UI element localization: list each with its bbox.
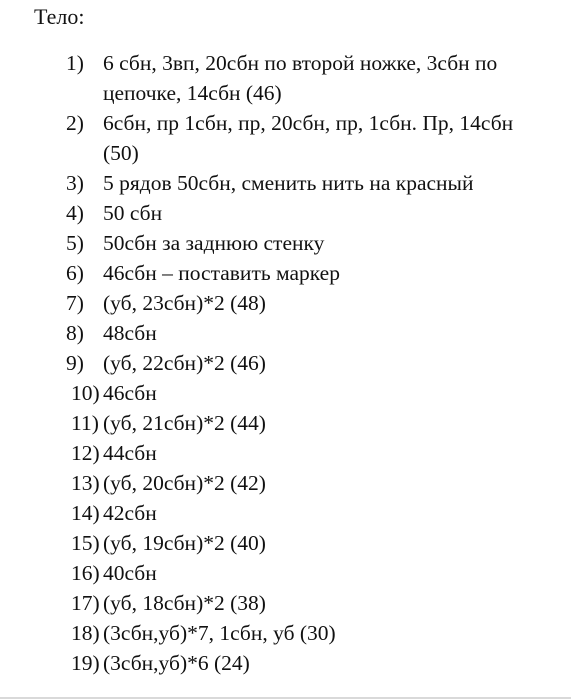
step-text: 40сбн <box>103 561 157 585</box>
step-text: (уб, 21сбн)*2 (44) <box>103 411 266 435</box>
step-number: 14) <box>71 501 100 525</box>
step-text: 48сбн <box>103 321 157 345</box>
step-text: (уб, 19сбн)*2 (40) <box>103 531 266 555</box>
section-heading: Тело: <box>34 4 85 29</box>
step-number: 3) <box>66 171 84 195</box>
step-number: 1) <box>66 51 84 75</box>
step-number: 18) <box>71 621 100 645</box>
pattern-step <box>0 378 571 408</box>
step-text: 42сбн <box>103 501 157 525</box>
step-number: 7) <box>66 291 84 315</box>
step-text: (уб, 22сбн)*2 (46) <box>103 351 266 375</box>
step-text: 46сбн – поставить маркер <box>103 261 340 285</box>
step-text: 6сбн, пр 1сбн, пр, 20сбн, пр, 1сбн. Пр, 14сбн (50) <box>103 111 514 165</box>
step-text: (уб, 18сбн)*2 (38) <box>103 591 266 615</box>
pattern-step <box>0 438 571 468</box>
step-number: 12) <box>71 441 100 465</box>
pattern-step <box>0 108 571 168</box>
pattern-step <box>0 528 571 558</box>
pattern-step <box>0 48 571 108</box>
pattern-step <box>0 228 571 258</box>
step-number: 5) <box>66 231 84 255</box>
pattern-step <box>0 258 571 288</box>
step-number: 11) <box>71 411 99 435</box>
step-text: 50сбн за заднюю стенку <box>103 231 325 255</box>
pattern-step <box>0 288 571 318</box>
pattern-step <box>0 198 571 228</box>
step-number: 16) <box>71 561 100 585</box>
step-number: 2) <box>66 111 84 135</box>
step-text: (3сбн,уб)*6 (24) <box>103 651 250 675</box>
step-number: 10) <box>71 381 100 405</box>
pattern-step <box>0 498 571 528</box>
pattern-step <box>0 468 571 498</box>
pattern-steps-list <box>0 48 571 678</box>
step-number: 4) <box>66 201 84 225</box>
step-text: 5 рядов 50сбн, сменить нить на красный <box>103 171 474 195</box>
pattern-step <box>0 558 571 588</box>
step-number: 6) <box>66 261 84 285</box>
step-text: 44сбн <box>103 441 157 465</box>
pattern-step <box>0 168 571 198</box>
step-number: 19) <box>71 651 100 675</box>
step-number: 8) <box>66 321 84 345</box>
pattern-step <box>0 348 571 378</box>
step-text: (уб, 20сбн)*2 (42) <box>103 471 266 495</box>
step-text: 50 сбн <box>103 201 163 225</box>
step-text: 6 сбн, 3вп, 20сбн по второй ножке, 3сбн по цепочке, 14сбн (46) <box>103 51 498 105</box>
step-text: (3сбн,уб)*7, 1сбн, уб (30) <box>103 621 336 645</box>
pattern-step <box>0 588 571 618</box>
step-number: 17) <box>71 591 100 615</box>
pattern-step <box>0 648 571 678</box>
pattern-step <box>0 318 571 348</box>
pattern-step <box>0 408 571 438</box>
step-number: 15) <box>71 531 100 555</box>
step-text: 46сбн <box>103 381 157 405</box>
pattern-step <box>0 618 571 648</box>
step-number: 13) <box>71 471 100 495</box>
step-text: (уб, 23сбн)*2 (48) <box>103 291 266 315</box>
step-number: 9) <box>66 351 84 375</box>
